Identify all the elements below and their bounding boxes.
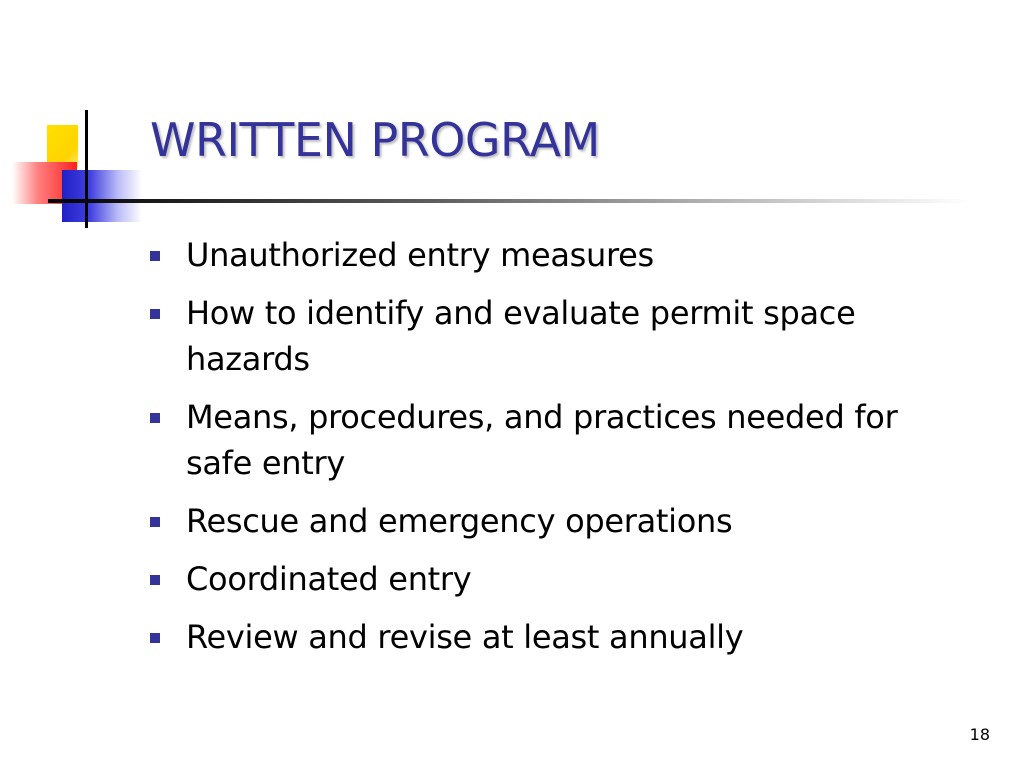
bullet-item bbox=[148, 556, 948, 602]
bullet-item bbox=[148, 232, 948, 278]
title-underline bbox=[48, 199, 968, 203]
bullet-text: How to identify and evaluate permit space hazards bbox=[186, 294, 856, 378]
bullet-text: Means, procedures, and practices needed for safe entry bbox=[186, 398, 898, 482]
bullet-text: Unauthorized entry measures bbox=[186, 236, 654, 274]
square-bullet-icon bbox=[150, 575, 160, 585]
square-bullet-icon bbox=[150, 251, 160, 261]
square-bullet-icon bbox=[150, 413, 160, 423]
bullet-item bbox=[148, 498, 948, 544]
decor-blue-square bbox=[62, 170, 142, 222]
slide-title: WRITTEN PROGRAM bbox=[150, 113, 600, 167]
square-bullet-icon bbox=[150, 309, 160, 319]
decor-vertical-line bbox=[85, 110, 88, 228]
bullet-item bbox=[148, 290, 948, 382]
bullet-text: Coordinated entry bbox=[186, 560, 472, 598]
square-bullet-icon bbox=[150, 633, 160, 643]
square-bullet-icon bbox=[150, 517, 160, 527]
decor-yellow-square bbox=[47, 125, 78, 167]
page-number: 18 bbox=[969, 725, 990, 744]
bullet-item bbox=[148, 614, 948, 660]
bullet-text: Review and revise at least annually bbox=[186, 618, 744, 656]
bullet-list bbox=[148, 232, 948, 672]
bullet-item bbox=[148, 394, 948, 486]
bullet-text: Rescue and emergency operations bbox=[186, 502, 733, 540]
